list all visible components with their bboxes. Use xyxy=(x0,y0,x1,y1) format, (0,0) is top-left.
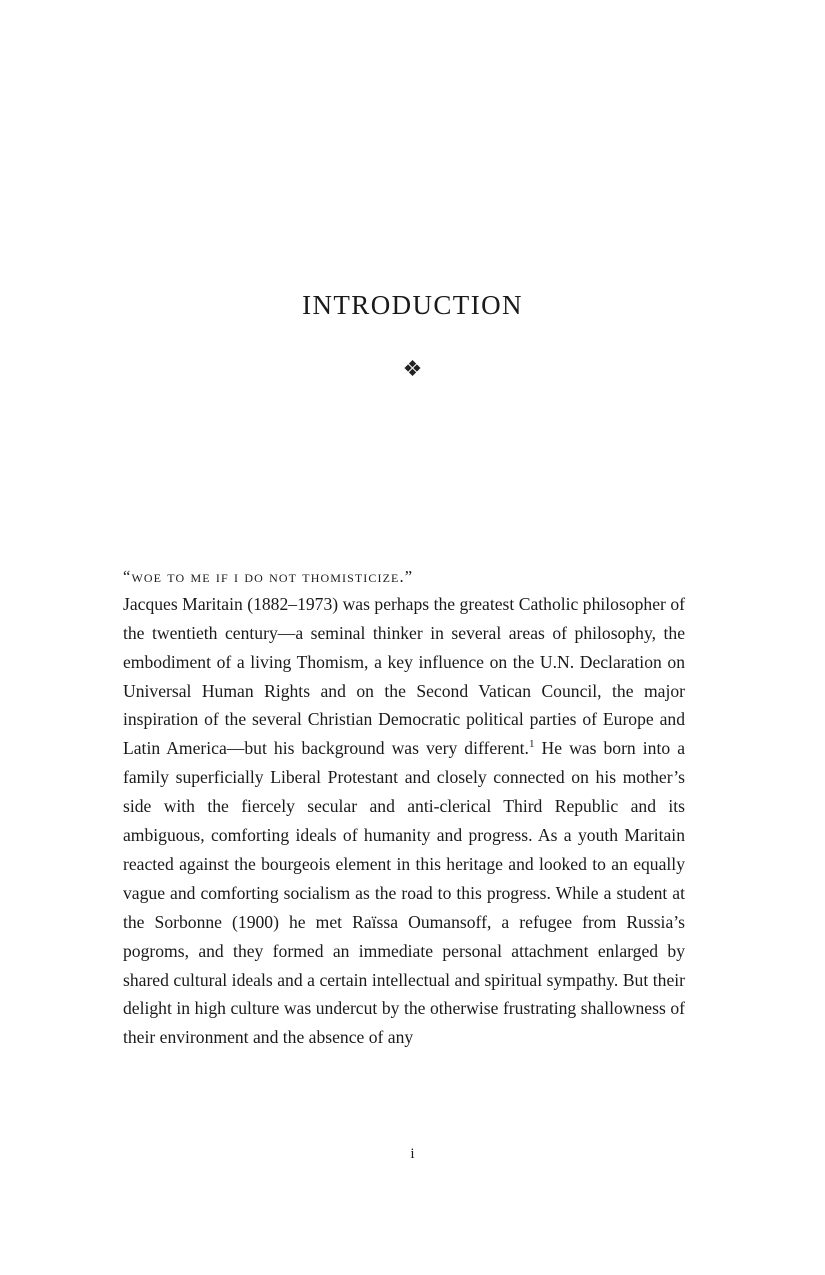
page-title: INTRODUCTION xyxy=(302,290,523,321)
opening-quotation-line xyxy=(123,567,685,587)
paragraph-part-two: He was born into a family superficially Liberal Protestant and closely connected on his mother’s side with the fiercely secular and anti-clerical Third Republic and its ambiguous, comforting ideals of humanity and progress. As a youth Maritain reacted against the bourgeois element in this heritage and looked to an equally vague and comforting socialism as the road to this progress. While a student at the Sorbonne (1900) he met Raïssa Oumansoff, a refugee from Russia’s pogroms, and they formed an immediate personal attachment enlarged by shared cultural ideals and a certain intellectual and spiritual sympathy. But their delight in high culture was undercut by the otherwise frustrating shallowness of their environment and the absence of any xyxy=(123,738,686,1048)
page-number: i xyxy=(410,1146,415,1162)
close-quote-mark: ” xyxy=(404,567,414,586)
body-paragraph xyxy=(123,590,685,1053)
body-text-block xyxy=(123,567,685,1052)
opening-quotation-text: woe to me if i do not thomisticize. xyxy=(131,567,405,586)
footnote-reference: 1 xyxy=(528,738,535,751)
ornament-icon: ❖ xyxy=(402,356,423,381)
open-quote-mark: “ xyxy=(123,567,132,586)
paragraph-part-one: Jacques Maritain (1882–1973) was perhaps the greatest Catholic philosopher of the twentieth century—a seminal thinker in several areas of philosophy, the embodiment of a living Thomism, a key influence on the U.N. Declaration on Universal Human Rights and on the Second Vatican Council, the major inspiration of the several Christian Democratic political parties of Europe and Latin America—but his background was very different. xyxy=(123,593,685,759)
